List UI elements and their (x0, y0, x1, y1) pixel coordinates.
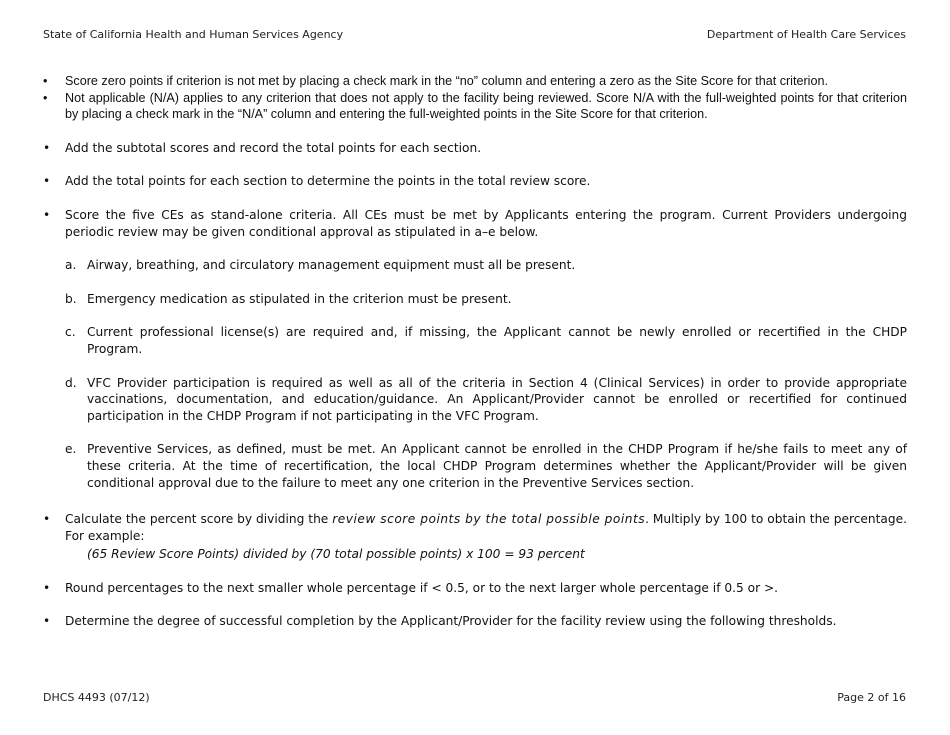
bullet-dot: • (43, 74, 48, 88)
bullet-round-percentages: • Round percentages to the next smaller whole percentage if < 0.5, or to the next larger whole percentage if 0.5 or >. (43, 580, 779, 595)
bullet-dot: • (43, 90, 48, 105)
page-footer (43, 691, 906, 704)
bullet-percent-score: • Calculate the percent score by dividing the review score points by the total possible points. Multiply by 100 to obtain the percentage. For example: (43, 512, 907, 543)
page-number: Page 2 of 16 (837, 691, 906, 704)
bullet-add-subtotals: • Add the subtotal scores and record the total points for each section. (43, 140, 482, 155)
form-number: DHCS 4493 (07/12) (43, 691, 150, 704)
sub-item-d: d. VFC Provider participation is required as well as all of the criteria in Section 4 (Clinical Services) in order to provide appropriate vaccinations, documentation, and education/guidance. An Applicant/Provider cannot be enrolled or recertified for continued participation in the CHDP Program if not participating in the VFC Program. (65, 375, 907, 423)
sub-item-a: a. Airway, breathing, and circulatory management equipment must all be present. (65, 258, 576, 273)
bullet-critical-elements: • Score the five CEs as stand-alone criteria. All CEs must be met by Applicants entering the program. Current Providers undergoing periodic review may be given conditional approval as stipulated in a–e below. (43, 207, 907, 239)
bullet-dot: • (43, 614, 51, 629)
percent-formula-example: (65 Review Score Points) divided by (70 total possible points) x 100 = 93 percent (87, 547, 585, 562)
bullet-dot: • (43, 207, 51, 222)
header-agency: State of California Health and Human Services Agency (43, 28, 344, 41)
page-header (43, 28, 906, 41)
bullet-dot: • (43, 140, 51, 155)
bullet-dot: • (43, 580, 51, 595)
bullet-dot: • (43, 512, 51, 527)
bullet-thresholds: • Determine the degree of successful completion by the Applicant/Provider for the facility review using the following thresholds. (43, 614, 837, 629)
sub-item-b: b. Emergency medication as stipulated in the criterion must be present. (65, 291, 512, 306)
bullet-not-applicable: • Not applicable (N/A) applies to any criterion that does not apply to the facility being reviewed. Score N/A with the full-weighted points for that criterion by placing a check mark in the “N/A” column and entering the full-weighted points in the Site Score for that criterion. (43, 90, 907, 122)
bullet-dot: • (43, 174, 51, 189)
sub-item-c: c. Current professional license(s) are required and, if missing, the Applicant cannot be newly enrolled or recertified in the CHDP Program. (65, 325, 907, 356)
sub-item-e: e. Preventive Services, as defined, must be met. An Applicant cannot be enrolled in the CHDP Program if he/she fails to meet any of these criteria. At the time of recertification, the local CHDP Program determines whether the Applicant/Provider will be given conditional approval due to the failure to meet any one criterion in the Preventive Services section. (65, 442, 907, 490)
instructions-content (43, 73, 907, 630)
bullet-add-totals: • Add the total points for each section to determine the points in the total review score. (43, 174, 591, 189)
header-department: Department of Health Care Services (706, 28, 906, 41)
bullet-score-zero: • Score zero points if criterion is not met by placing a check mark in the “no” column and entering a zero as the Site Score for that criterion. (43, 74, 828, 88)
